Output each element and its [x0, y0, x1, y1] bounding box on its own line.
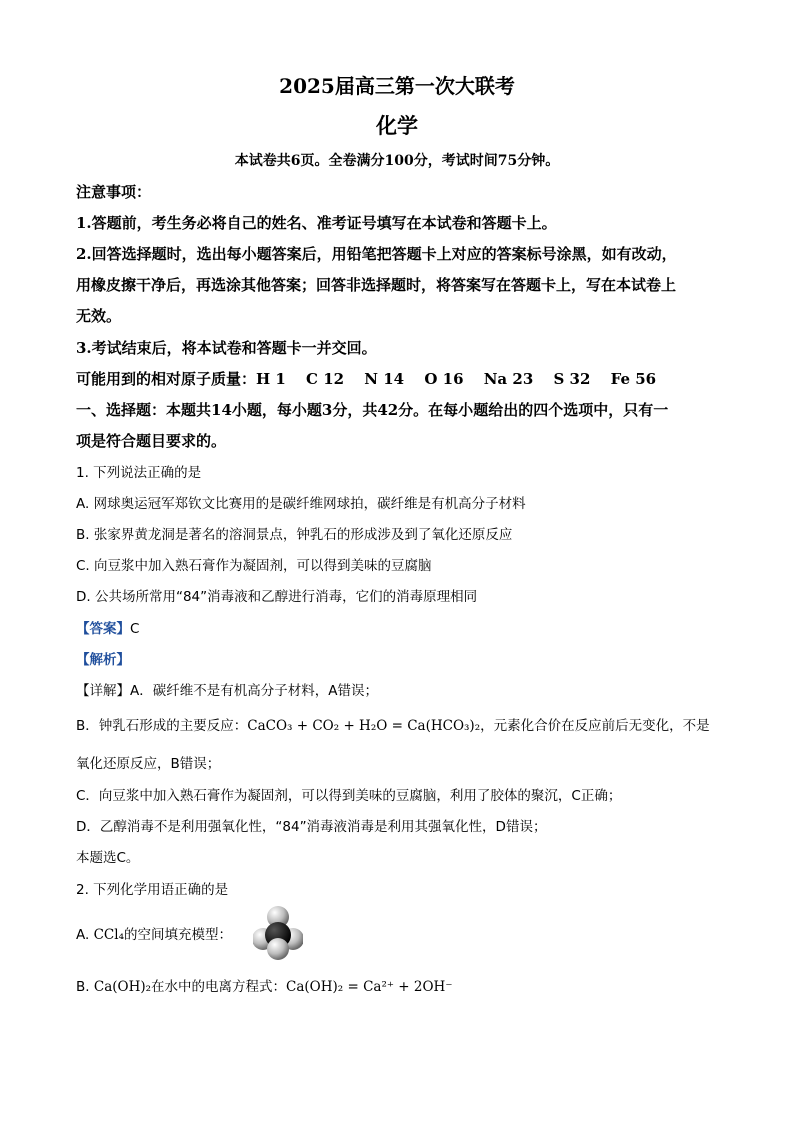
note-1: 1.答题前，考生务必将自己的姓名、准考证号填写在本试卷和答题卡上。 [76, 214, 557, 232]
answer-label: 【答案】 [76, 621, 130, 637]
question-2-option-a [76, 925, 736, 945]
detail-c: C．向豆浆中加入熟石膏作为凝固剂，可以得到美味的豆腐脑，利用了胶体的聚沉，C正确； [76, 788, 622, 804]
notes-heading: 注意事项： [76, 183, 152, 201]
section-heading-line-1: 一、选择题：本题共14小题，每小题3分，共42分。在每小题给出的四个选项中，只有一 [76, 401, 669, 419]
option-a-prefix: A. [76, 927, 94, 943]
question-1-option-d: D. 公共场所常用“84”消毒液和乙醇进行消毒，它们的消毒原理相同 [76, 589, 478, 605]
ccl4-formula: CCl₄ [93, 927, 124, 943]
note-2-line-2: 用橡皮擦干净后，再选涂其他答案；回答非选择题时，将答案写在答题卡上，写在本试卷上 [76, 276, 677, 294]
question-1-option-b: B. 张家界黄龙洞是著名的溶洞景点，钟乳石的形成涉及到了氧化还原反应 [76, 527, 513, 543]
detail-b-continued: 氧化还原反应，B错误； [76, 756, 221, 772]
subject-title: 化学 [376, 113, 418, 138]
detail-a: A．碳纤维不是有机高分子材料，A错误； [130, 683, 378, 699]
detail-label: 【详解】 [76, 683, 130, 699]
exam-info: 本试卷共6页。全卷满分100分，考试时间75分钟。 [234, 153, 560, 169]
question-1-option-a: A. 网球奥运冠军郑钦文比赛用的是碳纤维网球拍，碳纤维是有机高分子材料 [76, 496, 526, 512]
analysis-label: 【解析】 [76, 652, 130, 668]
detail-d: D．乙醇消毒不是利用强氧化性，“84”消毒液消毒是利用其强氧化性，D错误； [76, 819, 547, 835]
section-heading-line-2: 项是符合题目要求的。 [76, 432, 227, 450]
option-b-text: 在水中的电离方程式： [151, 979, 287, 995]
exam-title: 2025届高三第一次大联考 [279, 74, 515, 98]
question-2-option-b [76, 977, 736, 997]
detail-b-prefix: B．钟乳石形成的主要反应： [76, 718, 248, 734]
detail-b-suffix: ，元素化合价在反应前后无变化，不是 [480, 718, 710, 734]
answer-row [76, 619, 736, 639]
caoh2-formula: Ca(OH)₂ [93, 979, 152, 995]
ccl4-space-filling-model [253, 905, 303, 961]
ionization-equation: Ca(OH)₂ = Ca²⁺ + 2OH⁻ [286, 979, 453, 995]
conclusion: 本题选C。 [76, 850, 140, 866]
detail-b-equation: CaCO₃ + CO₂ + H₂O = Ca(HCO₃)₂ [247, 718, 481, 734]
option-a-text: 的空间填充模型： [123, 927, 232, 943]
question-1-stem: 1. 下列说法正确的是 [76, 465, 202, 481]
question-2-stem: 2. 下列化学用语正确的是 [76, 882, 229, 898]
option-b-prefix: B. [76, 979, 94, 995]
note-2-line-1: 2.回答选择题时，选出每小题答案后，用铅笔把答题卡上对应的答案标号涂黑，如有改动， [76, 245, 677, 263]
atomic-masses: 可能用到的相对原子质量：H 1 C 12 N 14 O 16 Na 23 S 32 Fe 56 [76, 370, 657, 388]
analysis-row [76, 650, 736, 670]
question-1-option-c: C. 向豆浆中加入熟石膏作为凝固剂，可以得到美味的豆腐脑 [76, 558, 432, 574]
detail-a-row [76, 681, 736, 701]
note-2-line-3: 无效。 [76, 307, 122, 325]
note-3: 3.考试结束后，将本试卷和答题卡一并交回。 [76, 339, 377, 357]
detail-b-row [76, 716, 736, 736]
answer-value: C [130, 621, 140, 637]
